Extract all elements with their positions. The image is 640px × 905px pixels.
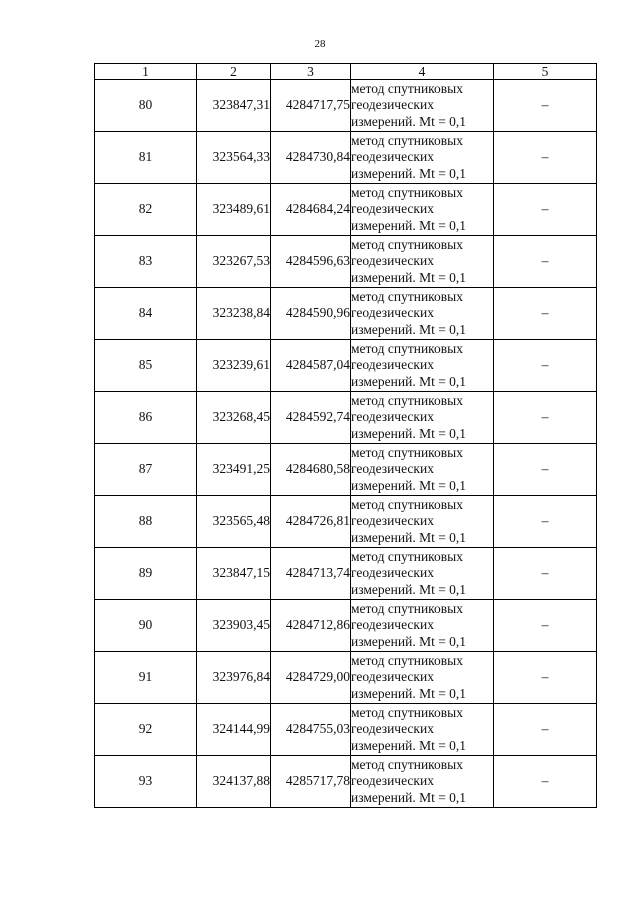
method-line: геодезических bbox=[351, 253, 434, 269]
y-coordinate-cell: 4285717,78 bbox=[271, 756, 351, 808]
table-row bbox=[95, 652, 597, 704]
method-line: геодезических bbox=[351, 409, 434, 425]
table-row bbox=[95, 184, 597, 236]
method-line: геодезических bbox=[351, 513, 434, 529]
table-row bbox=[95, 548, 597, 600]
method-line: метод спутниковых bbox=[351, 236, 463, 252]
note-cell: – bbox=[494, 444, 597, 496]
table-row bbox=[95, 756, 597, 808]
point-number-cell: 85 bbox=[95, 340, 197, 392]
method-line: измерений. Mt = 0,1 bbox=[351, 373, 467, 389]
coordinates-table bbox=[94, 63, 597, 808]
table-row bbox=[95, 80, 597, 132]
method-line: метод спутниковых bbox=[351, 496, 463, 512]
note-cell: – bbox=[494, 80, 597, 132]
method-line: геодезических bbox=[351, 305, 434, 321]
method-cell bbox=[351, 132, 494, 184]
column-header: 5 bbox=[494, 64, 597, 80]
x-coordinate-cell: 324144,99 bbox=[197, 704, 271, 756]
x-coordinate-cell: 323491,25 bbox=[197, 444, 271, 496]
method-line: метод спутниковых bbox=[351, 600, 463, 616]
method-cell bbox=[351, 184, 494, 236]
method-line: метод спутниковых bbox=[351, 80, 463, 96]
method-line: измерений. Mt = 0,1 bbox=[351, 633, 467, 649]
x-coordinate-cell: 323565,48 bbox=[197, 496, 271, 548]
x-coordinate-cell: 323847,15 bbox=[197, 548, 271, 600]
table-row bbox=[95, 496, 597, 548]
point-number-cell: 86 bbox=[95, 392, 197, 444]
method-line: геодезических bbox=[351, 773, 434, 789]
method-line: измерений. Mt = 0,1 bbox=[351, 425, 467, 441]
table-row bbox=[95, 704, 597, 756]
method-line: измерений. Mt = 0,1 bbox=[351, 217, 467, 233]
note-cell: – bbox=[494, 236, 597, 288]
y-coordinate-cell: 4284729,00 bbox=[271, 652, 351, 704]
point-number-cell: 81 bbox=[95, 132, 197, 184]
y-coordinate-cell: 4284726,81 bbox=[271, 496, 351, 548]
note-cell: – bbox=[494, 652, 597, 704]
method-line: геодезических bbox=[351, 201, 434, 217]
column-header: 2 bbox=[197, 64, 271, 80]
y-coordinate-cell: 4284680,58 bbox=[271, 444, 351, 496]
x-coordinate-cell: 323238,84 bbox=[197, 288, 271, 340]
point-number-cell: 84 bbox=[95, 288, 197, 340]
method-line: геодезических bbox=[351, 149, 434, 165]
method-cell bbox=[351, 600, 494, 652]
point-number-cell: 93 bbox=[95, 756, 197, 808]
y-coordinate-cell: 4284717,75 bbox=[271, 80, 351, 132]
y-coordinate-cell: 4284596,63 bbox=[271, 236, 351, 288]
point-number-cell: 92 bbox=[95, 704, 197, 756]
method-line: метод спутниковых bbox=[351, 704, 463, 720]
method-line: геодезических bbox=[351, 669, 434, 685]
method-line: измерений. Mt = 0,1 bbox=[351, 113, 467, 129]
note-cell: – bbox=[494, 704, 597, 756]
x-coordinate-cell: 323267,53 bbox=[197, 236, 271, 288]
note-cell: – bbox=[494, 288, 597, 340]
table-row bbox=[95, 600, 597, 652]
table-row bbox=[95, 288, 597, 340]
point-number-cell: 88 bbox=[95, 496, 197, 548]
column-header: 4 bbox=[351, 64, 494, 80]
y-coordinate-cell: 4284755,03 bbox=[271, 704, 351, 756]
x-coordinate-cell: 323847,31 bbox=[197, 80, 271, 132]
method-cell bbox=[351, 288, 494, 340]
table-row bbox=[95, 236, 597, 288]
method-cell bbox=[351, 548, 494, 600]
table-header-row bbox=[95, 64, 597, 80]
y-coordinate-cell: 4284587,04 bbox=[271, 340, 351, 392]
method-line: метод спутниковых bbox=[351, 756, 463, 772]
method-line: измерений. Mt = 0,1 bbox=[351, 685, 467, 701]
method-line: измерений. Mt = 0,1 bbox=[351, 737, 467, 753]
note-cell: – bbox=[494, 184, 597, 236]
note-cell: – bbox=[494, 600, 597, 652]
x-coordinate-cell: 323564,33 bbox=[197, 132, 271, 184]
x-coordinate-cell: 323239,61 bbox=[197, 340, 271, 392]
table-body bbox=[95, 80, 597, 808]
method-line: измерений. Mt = 0,1 bbox=[351, 165, 467, 181]
method-line: геодезических bbox=[351, 357, 434, 373]
note-cell: – bbox=[494, 132, 597, 184]
method-line: измерений. Mt = 0,1 bbox=[351, 321, 467, 337]
method-line: измерений. Mt = 0,1 bbox=[351, 789, 467, 805]
point-number-cell: 80 bbox=[95, 80, 197, 132]
table-row bbox=[95, 340, 597, 392]
y-coordinate-cell: 4284592,74 bbox=[271, 392, 351, 444]
y-coordinate-cell: 4284730,84 bbox=[271, 132, 351, 184]
point-number-cell: 90 bbox=[95, 600, 197, 652]
point-number-cell: 83 bbox=[95, 236, 197, 288]
method-cell bbox=[351, 756, 494, 808]
method-line: измерений. Mt = 0,1 bbox=[351, 477, 467, 493]
method-line: измерений. Mt = 0,1 bbox=[351, 269, 467, 285]
method-line: геодезических bbox=[351, 97, 434, 113]
y-coordinate-cell: 4284590,96 bbox=[271, 288, 351, 340]
table-row bbox=[95, 444, 597, 496]
note-cell: – bbox=[494, 548, 597, 600]
column-header: 3 bbox=[271, 64, 351, 80]
page-number: 28 bbox=[314, 38, 326, 50]
point-number-cell: 89 bbox=[95, 548, 197, 600]
method-line: метод спутниковых bbox=[351, 288, 463, 304]
point-number-cell: 82 bbox=[95, 184, 197, 236]
method-line: метод спутниковых bbox=[351, 652, 463, 668]
table-row bbox=[95, 132, 597, 184]
point-number-cell: 91 bbox=[95, 652, 197, 704]
method-cell bbox=[351, 80, 494, 132]
method-line: геодезических bbox=[351, 461, 434, 477]
y-coordinate-cell: 4284684,24 bbox=[271, 184, 351, 236]
method-cell bbox=[351, 444, 494, 496]
method-cell bbox=[351, 392, 494, 444]
method-line: геодезических bbox=[351, 721, 434, 737]
method-line: метод спутниковых bbox=[351, 132, 463, 148]
method-line: измерений. Mt = 0,1 bbox=[351, 529, 467, 545]
method-cell bbox=[351, 236, 494, 288]
method-line: метод спутниковых bbox=[351, 548, 463, 564]
x-coordinate-cell: 324137,88 bbox=[197, 756, 271, 808]
note-cell: – bbox=[494, 340, 597, 392]
method-line: измерений. Mt = 0,1 bbox=[351, 581, 467, 597]
method-line: геодезических bbox=[351, 617, 434, 633]
y-coordinate-cell: 4284712,86 bbox=[271, 600, 351, 652]
x-coordinate-cell: 323489,61 bbox=[197, 184, 271, 236]
x-coordinate-cell: 323903,45 bbox=[197, 600, 271, 652]
method-cell bbox=[351, 340, 494, 392]
method-line: метод спутниковых bbox=[351, 340, 463, 356]
method-line: метод спутниковых bbox=[351, 444, 463, 460]
method-line: метод спутниковых bbox=[351, 392, 463, 408]
method-cell bbox=[351, 652, 494, 704]
x-coordinate-cell: 323268,45 bbox=[197, 392, 271, 444]
method-cell bbox=[351, 496, 494, 548]
method-line: метод спутниковых bbox=[351, 184, 463, 200]
note-cell: – bbox=[494, 496, 597, 548]
method-line: геодезических bbox=[351, 565, 434, 581]
column-header: 1 bbox=[95, 64, 197, 80]
note-cell: – bbox=[494, 392, 597, 444]
table-row bbox=[95, 392, 597, 444]
x-coordinate-cell: 323976,84 bbox=[197, 652, 271, 704]
note-cell: – bbox=[494, 756, 597, 808]
y-coordinate-cell: 4284713,74 bbox=[271, 548, 351, 600]
method-cell bbox=[351, 704, 494, 756]
point-number-cell: 87 bbox=[95, 444, 197, 496]
